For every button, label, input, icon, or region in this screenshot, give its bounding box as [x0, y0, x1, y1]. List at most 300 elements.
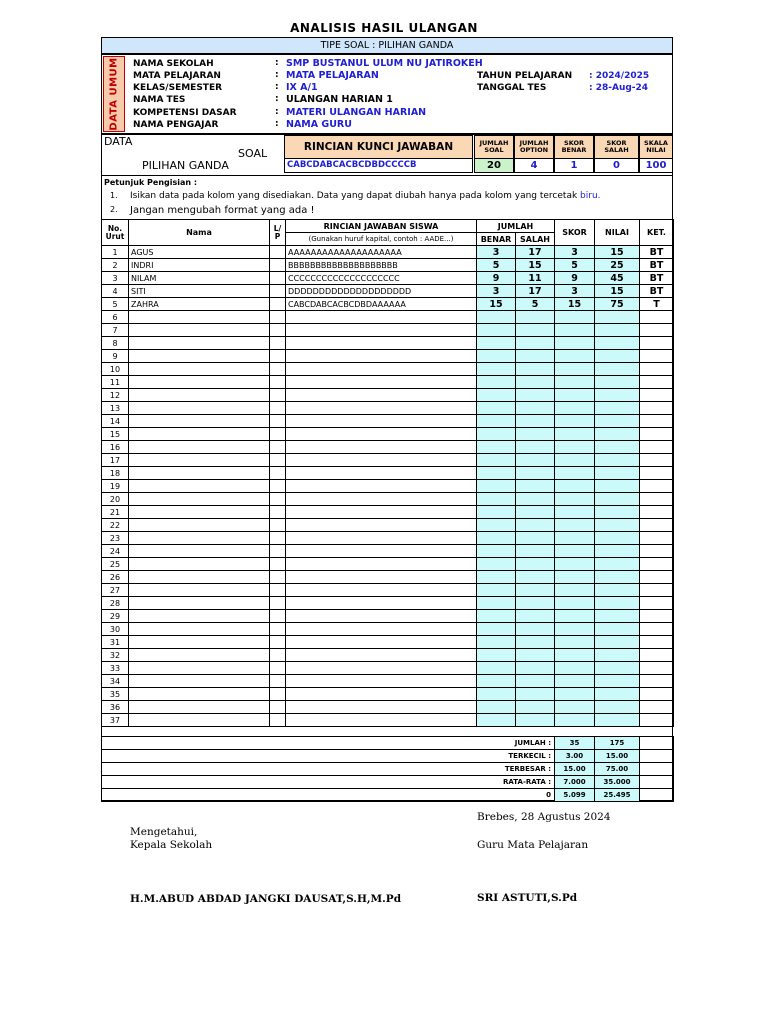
- cell-nilai: 15: [595, 246, 640, 259]
- cell-jawaban[interactable]: [286, 714, 477, 727]
- skor-benar-value[interactable]: 1: [554, 158, 594, 173]
- cell-nama[interactable]: [129, 701, 270, 714]
- cell-lp[interactable]: [270, 428, 286, 441]
- kepala-sekolah-name: H.M.ABUD ABDAD JANGKI DAUSAT,S.H,M.Pd: [130, 893, 402, 905]
- cell-skor: [555, 493, 595, 506]
- cell-nama[interactable]: [129, 311, 270, 324]
- pengajar-value[interactable]: NAMA GURU: [286, 119, 352, 130]
- cell-salah: [516, 480, 555, 493]
- cell-nama[interactable]: NILAM: [129, 272, 270, 285]
- cell-jawaban[interactable]: [286, 454, 477, 467]
- cell-salah: [516, 402, 555, 415]
- cell-jawaban[interactable]: [286, 610, 477, 623]
- cell-no: 11: [102, 376, 129, 389]
- tahun-value[interactable]: : 2024/2025: [589, 71, 650, 81]
- cell-lp[interactable]: [270, 649, 286, 662]
- cell-no: 36: [102, 701, 129, 714]
- cell-no: 14: [102, 415, 129, 428]
- cell-benar: [477, 610, 516, 623]
- cell-nilai: [595, 376, 640, 389]
- cell-ket: [640, 467, 674, 480]
- cell-nilai: [595, 311, 640, 324]
- cell-no: 30: [102, 623, 129, 636]
- cell-jawaban[interactable]: [286, 545, 477, 558]
- cell-nilai: [595, 363, 640, 376]
- cell-jawaban[interactable]: [286, 519, 477, 532]
- cell-lp[interactable]: [270, 545, 286, 558]
- cell-no: 26: [102, 571, 129, 584]
- cell-lp[interactable]: [270, 363, 286, 376]
- cell-no: 31: [102, 636, 129, 649]
- petunjuk-number-2: 2.: [110, 205, 118, 214]
- cell-lp[interactable]: [270, 532, 286, 545]
- cell-skor: [555, 311, 595, 324]
- cell-benar: [477, 519, 516, 532]
- cell-no: 10: [102, 363, 129, 376]
- data-soal-label: DATA: [104, 135, 133, 148]
- cell-no: 15: [102, 428, 129, 441]
- cell-lp[interactable]: [270, 571, 286, 584]
- cell-nama[interactable]: [129, 350, 270, 363]
- cell-salah: [516, 441, 555, 454]
- cell-nama[interactable]: [129, 337, 270, 350]
- kelas-value[interactable]: IX A/1: [286, 82, 318, 93]
- summary-skor: 35: [555, 737, 595, 750]
- cell-no: 8: [102, 337, 129, 350]
- cell-jawaban[interactable]: [286, 688, 477, 701]
- summary-row: [102, 763, 674, 776]
- cell-nilai: 45: [595, 272, 640, 285]
- pilihan-ganda-label: PILIHAN GANDA: [142, 159, 229, 172]
- cell-jawaban[interactable]: BBBBBBBBBBBBBBBBBBBB: [286, 259, 477, 272]
- cell-lp[interactable]: [270, 636, 286, 649]
- cell-lp[interactable]: [270, 519, 286, 532]
- cell-jawaban[interactable]: [286, 623, 477, 636]
- cell-skor: [555, 506, 595, 519]
- cell-no: 20: [102, 493, 129, 506]
- cell-nama[interactable]: [129, 610, 270, 623]
- cell-nama[interactable]: [129, 623, 270, 636]
- cell-jawaban[interactable]: [286, 701, 477, 714]
- jumlah-option-value[interactable]: 4: [514, 158, 554, 173]
- cell-salah: [516, 584, 555, 597]
- tanggal-label: TANGGAL TES: [477, 83, 547, 93]
- table-row: [102, 584, 674, 597]
- cell-lp[interactable]: [270, 480, 286, 493]
- cell-ket: [640, 675, 674, 688]
- cell-nama[interactable]: ZAHRA: [129, 298, 270, 311]
- petunjuk-title: Petunjuk Pengisian :: [104, 178, 198, 187]
- cell-jawaban[interactable]: [286, 493, 477, 506]
- cell-nilai: [595, 519, 640, 532]
- mapel-value[interactable]: MATA PELAJARAN: [286, 70, 379, 81]
- cell-ket: [640, 454, 674, 467]
- cell-no: 28: [102, 597, 129, 610]
- cell-skor: [555, 480, 595, 493]
- kd-value[interactable]: MATERI ULANGAN HARIAN: [286, 107, 427, 118]
- cell-lp[interactable]: [270, 259, 286, 272]
- cell-nama[interactable]: [129, 584, 270, 597]
- cell-ket: T: [640, 298, 674, 311]
- nama-sekolah-value[interactable]: SMP BUSTANUL ULUM NU JATIROKEH: [286, 58, 483, 69]
- cell-salah: [516, 389, 555, 402]
- cell-salah: [516, 714, 555, 727]
- cell-lp[interactable]: [270, 376, 286, 389]
- table-row: [102, 376, 674, 389]
- cell-salah: 15: [516, 259, 555, 272]
- cell-skor: [555, 571, 595, 584]
- cell-jawaban[interactable]: [286, 532, 477, 545]
- cell-salah: [516, 558, 555, 571]
- summary-nilai: 175: [595, 737, 640, 750]
- cell-jawaban[interactable]: [286, 558, 477, 571]
- nama-tes-value[interactable]: ULANGAN HARIAN 1: [286, 94, 393, 105]
- petunjuk-item-2: Jangan mengubah format yang ada !: [130, 205, 315, 216]
- cell-jawaban[interactable]: [286, 662, 477, 675]
- cell-nilai: [595, 597, 640, 610]
- cell-nama[interactable]: SITI: [129, 285, 270, 298]
- cell-nilai: [595, 636, 640, 649]
- mengetahui-label: Mengetahui,: [130, 826, 198, 838]
- data-umum-tab: [103, 56, 125, 132]
- cell-nama[interactable]: [129, 597, 270, 610]
- table-row: [102, 636, 674, 649]
- cell-lp[interactable]: [270, 285, 286, 298]
- cell-jawaban[interactable]: [286, 389, 477, 402]
- jumlah-soal-value: 20: [474, 158, 514, 173]
- cell-lp[interactable]: [270, 350, 286, 363]
- cell-no: 24: [102, 545, 129, 558]
- cell-lp[interactable]: [270, 610, 286, 623]
- cell-nama[interactable]: [129, 402, 270, 415]
- cell-skor: 5: [555, 259, 595, 272]
- cell-nama[interactable]: [129, 363, 270, 376]
- tanggal-value[interactable]: : 28-Aug-24: [589, 83, 649, 93]
- cell-lp[interactable]: [270, 623, 286, 636]
- cell-nama[interactable]: [129, 454, 270, 467]
- cell-salah: [516, 519, 555, 532]
- cell-skor: [555, 350, 595, 363]
- cell-nilai: 75: [595, 298, 640, 311]
- jumlah-option-header: JUMLAH OPTION: [514, 135, 554, 159]
- cell-skor: [555, 337, 595, 350]
- cell-ket: [640, 311, 674, 324]
- guru-label: Guru Mata Pelajaran: [477, 839, 589, 851]
- cell-nama[interactable]: [129, 493, 270, 506]
- cell-lp[interactable]: [270, 584, 286, 597]
- cell-nama[interactable]: [129, 688, 270, 701]
- colon: :: [275, 119, 279, 129]
- summary-label: 0: [102, 789, 555, 802]
- table-row: [102, 298, 674, 311]
- table-row: [102, 623, 674, 636]
- cell-ket: [640, 493, 674, 506]
- cell-jawaban[interactable]: DDDDDDDDDDDDDDDDDDDD: [286, 285, 477, 298]
- table-row: [102, 441, 674, 454]
- cell-nama[interactable]: [129, 389, 270, 402]
- cell-nama[interactable]: [129, 376, 270, 389]
- cell-benar: [477, 454, 516, 467]
- table-row: [102, 337, 674, 350]
- cell-nama[interactable]: [129, 506, 270, 519]
- cell-lp[interactable]: [270, 558, 286, 571]
- cell-nama[interactable]: [129, 714, 270, 727]
- cell-jawaban[interactable]: [286, 597, 477, 610]
- cell-jawaban[interactable]: [286, 480, 477, 493]
- cell-benar: [477, 324, 516, 337]
- cell-jawaban[interactable]: [286, 337, 477, 350]
- cell-nama[interactable]: [129, 545, 270, 558]
- summary-ket: [640, 776, 674, 789]
- table-row: [102, 506, 674, 519]
- cell-nama[interactable]: [129, 571, 270, 584]
- cell-jawaban[interactable]: [286, 311, 477, 324]
- cell-lp[interactable]: [270, 714, 286, 727]
- cell-ket: [640, 389, 674, 402]
- skor-salah-value[interactable]: 0: [594, 158, 639, 173]
- skala-nilai-value[interactable]: 100: [639, 158, 673, 173]
- cell-skor: [555, 584, 595, 597]
- cell-skor: [555, 675, 595, 688]
- cell-lp[interactable]: [270, 493, 286, 506]
- summary-skor: 7.000: [555, 776, 595, 789]
- data-umum-label: DATA UMUM: [108, 57, 120, 131]
- cell-jawaban[interactable]: [286, 376, 477, 389]
- cell-nama[interactable]: [129, 636, 270, 649]
- cell-skor: [555, 519, 595, 532]
- skor-benar-header: SKOR BENAR: [554, 135, 594, 159]
- cell-nilai: [595, 675, 640, 688]
- cell-lp[interactable]: [270, 675, 286, 688]
- cell-skor: [555, 623, 595, 636]
- cell-no: 9: [102, 350, 129, 363]
- cell-salah: [516, 571, 555, 584]
- summary-nilai: 75.00: [595, 763, 640, 776]
- cell-jawaban[interactable]: [286, 571, 477, 584]
- pengajar-label: NAMA PENGAJAR: [133, 120, 219, 130]
- cell-benar: [477, 428, 516, 441]
- cell-skor: 15: [555, 298, 595, 311]
- place-date: Brebes, 28 Agustus 2024: [477, 811, 611, 823]
- cell-nama[interactable]: [129, 519, 270, 532]
- cell-nama[interactable]: [129, 415, 270, 428]
- cell-jawaban[interactable]: [286, 402, 477, 415]
- guru-name: SRI ASTUTI,S.Pd: [477, 892, 578, 904]
- cell-skor: [555, 545, 595, 558]
- cell-salah: [516, 610, 555, 623]
- cell-nilai: [595, 532, 640, 545]
- cell-nama[interactable]: [129, 675, 270, 688]
- cell-benar: [477, 701, 516, 714]
- cell-no: 29: [102, 610, 129, 623]
- cell-jawaban[interactable]: [286, 636, 477, 649]
- col-nilai: NILAI: [595, 220, 640, 246]
- cell-benar: [477, 558, 516, 571]
- cell-nama[interactable]: [129, 532, 270, 545]
- summary-skor: 3.00: [555, 750, 595, 763]
- cell-nama[interactable]: [129, 558, 270, 571]
- cell-nama[interactable]: AGUS: [129, 246, 270, 259]
- soal-label: SOAL: [238, 147, 268, 160]
- cell-skor: [555, 610, 595, 623]
- cell-nilai: [595, 402, 640, 415]
- cell-lp[interactable]: [270, 441, 286, 454]
- cell-no: 3: [102, 272, 129, 285]
- cell-jawaban[interactable]: [286, 363, 477, 376]
- cell-skor: [555, 428, 595, 441]
- cell-ket: BT: [640, 259, 674, 272]
- cell-lp[interactable]: [270, 662, 286, 675]
- cell-lp[interactable]: [270, 324, 286, 337]
- cell-ket: [640, 324, 674, 337]
- cell-jawaban[interactable]: [286, 506, 477, 519]
- cell-benar: [477, 675, 516, 688]
- col-lp: L/ P: [270, 220, 286, 246]
- summary-row: [102, 789, 674, 802]
- cell-salah: [516, 350, 555, 363]
- cell-lp[interactable]: [270, 402, 286, 415]
- table-row: [102, 363, 674, 376]
- mapel-label: MATA PELAJARAN: [133, 71, 221, 81]
- cell-lp[interactable]: [270, 701, 286, 714]
- summary-ket: [640, 789, 674, 802]
- cell-nama[interactable]: [129, 324, 270, 337]
- cell-skor: [555, 597, 595, 610]
- cell-jawaban[interactable]: [286, 584, 477, 597]
- cell-skor: [555, 415, 595, 428]
- cell-jawaban[interactable]: CABCDABCACBCDBDAAAAAA: [286, 298, 477, 311]
- table-row: [102, 714, 674, 727]
- cell-jawaban[interactable]: [286, 415, 477, 428]
- cell-benar: [477, 584, 516, 597]
- cell-salah: [516, 454, 555, 467]
- cell-benar: [477, 506, 516, 519]
- cell-salah: [516, 376, 555, 389]
- cell-jawaban[interactable]: [286, 324, 477, 337]
- cell-nama[interactable]: [129, 662, 270, 675]
- summary-skor: 5.099: [555, 789, 595, 802]
- skor-salah-header: SKOR SALAH: [594, 135, 639, 159]
- cell-skor: 3: [555, 246, 595, 259]
- cell-skor: [555, 701, 595, 714]
- summary-table: [101, 736, 674, 802]
- cell-lp[interactable]: [270, 688, 286, 701]
- cell-nama[interactable]: [129, 649, 270, 662]
- cell-jawaban[interactable]: [286, 675, 477, 688]
- kelas-label: KELAS/SEMESTER: [133, 83, 223, 93]
- cell-no: 13: [102, 402, 129, 415]
- table-row: [102, 688, 674, 701]
- table-row: [102, 701, 674, 714]
- col-salah: SALAH: [516, 233, 555, 246]
- cell-lp[interactable]: [270, 506, 286, 519]
- cell-no: 7: [102, 324, 129, 337]
- tahun-label: TAHUN PELAJARAN: [477, 71, 573, 81]
- cell-ket: BT: [640, 285, 674, 298]
- cell-no: 1: [102, 246, 129, 259]
- jumlah-soal-header: JUMLAH SOAL: [474, 135, 514, 159]
- summary-row: [102, 776, 674, 789]
- cell-jawaban[interactable]: [286, 428, 477, 441]
- cell-lp[interactable]: [270, 454, 286, 467]
- cell-no: 35: [102, 688, 129, 701]
- cell-salah: [516, 467, 555, 480]
- cell-lp[interactable]: [270, 337, 286, 350]
- cell-nama[interactable]: [129, 467, 270, 480]
- cell-nama[interactable]: [129, 428, 270, 441]
- cell-benar: [477, 441, 516, 454]
- table-row: [102, 493, 674, 506]
- cell-benar: 3: [477, 285, 516, 298]
- cell-nilai: [595, 337, 640, 350]
- cell-lp[interactable]: [270, 389, 286, 402]
- summary-nilai: 35.000: [595, 776, 640, 789]
- cell-nilai: [595, 428, 640, 441]
- table-row: [102, 558, 674, 571]
- cell-nilai: [595, 610, 640, 623]
- cell-skor: [555, 688, 595, 701]
- cell-lp[interactable]: [270, 298, 286, 311]
- summary-nilai: 15.00: [595, 750, 640, 763]
- cell-jawaban[interactable]: [286, 441, 477, 454]
- cell-ket: [640, 662, 674, 675]
- summary-row: [102, 737, 674, 750]
- table-row: [102, 428, 674, 441]
- cell-skor: [555, 389, 595, 402]
- summary-skor: 15.00: [555, 763, 595, 776]
- cell-jawaban[interactable]: [286, 467, 477, 480]
- cell-lp[interactable]: [270, 272, 286, 285]
- table-row: [102, 246, 674, 259]
- cell-lp[interactable]: [270, 311, 286, 324]
- cell-nama[interactable]: [129, 441, 270, 454]
- table-row: [102, 402, 674, 415]
- cell-nama[interactable]: [129, 480, 270, 493]
- col-rincian: RINCIAN JAWABAN SISWA: [286, 220, 477, 233]
- cell-salah: [516, 597, 555, 610]
- kunci-jawaban-field[interactable]: CABCDABCACBCDBDCCCCB: [284, 158, 473, 173]
- table-row: [102, 415, 674, 428]
- colon: :: [275, 70, 279, 80]
- cell-jawaban[interactable]: [286, 350, 477, 363]
- cell-benar: [477, 545, 516, 558]
- cell-jawaban[interactable]: CCCCCCCCCCCCCCCCCCCC: [286, 272, 477, 285]
- cell-lp[interactable]: [270, 246, 286, 259]
- cell-lp[interactable]: [270, 597, 286, 610]
- cell-benar: [477, 623, 516, 636]
- cell-nilai: [595, 584, 640, 597]
- cell-salah: [516, 688, 555, 701]
- cell-no: 6: [102, 311, 129, 324]
- cell-nilai: [595, 649, 640, 662]
- cell-benar: [477, 363, 516, 376]
- cell-ket: [640, 337, 674, 350]
- cell-nama[interactable]: INDRI: [129, 259, 270, 272]
- col-rincian-note: (Gunakan huruf kapital, contoh : AADE...): [286, 233, 477, 246]
- cell-jawaban[interactable]: [286, 649, 477, 662]
- cell-skor: [555, 376, 595, 389]
- cell-jawaban[interactable]: AAAAAAAAAAAAAAAAAAAA: [286, 246, 477, 259]
- cell-benar: [477, 467, 516, 480]
- cell-no: 32: [102, 649, 129, 662]
- cell-lp[interactable]: [270, 467, 286, 480]
- cell-benar: [477, 493, 516, 506]
- cell-lp[interactable]: [270, 415, 286, 428]
- cell-salah: [516, 311, 555, 324]
- col-no: No. Urut: [102, 220, 129, 246]
- cell-no: 33: [102, 662, 129, 675]
- cell-benar: [477, 350, 516, 363]
